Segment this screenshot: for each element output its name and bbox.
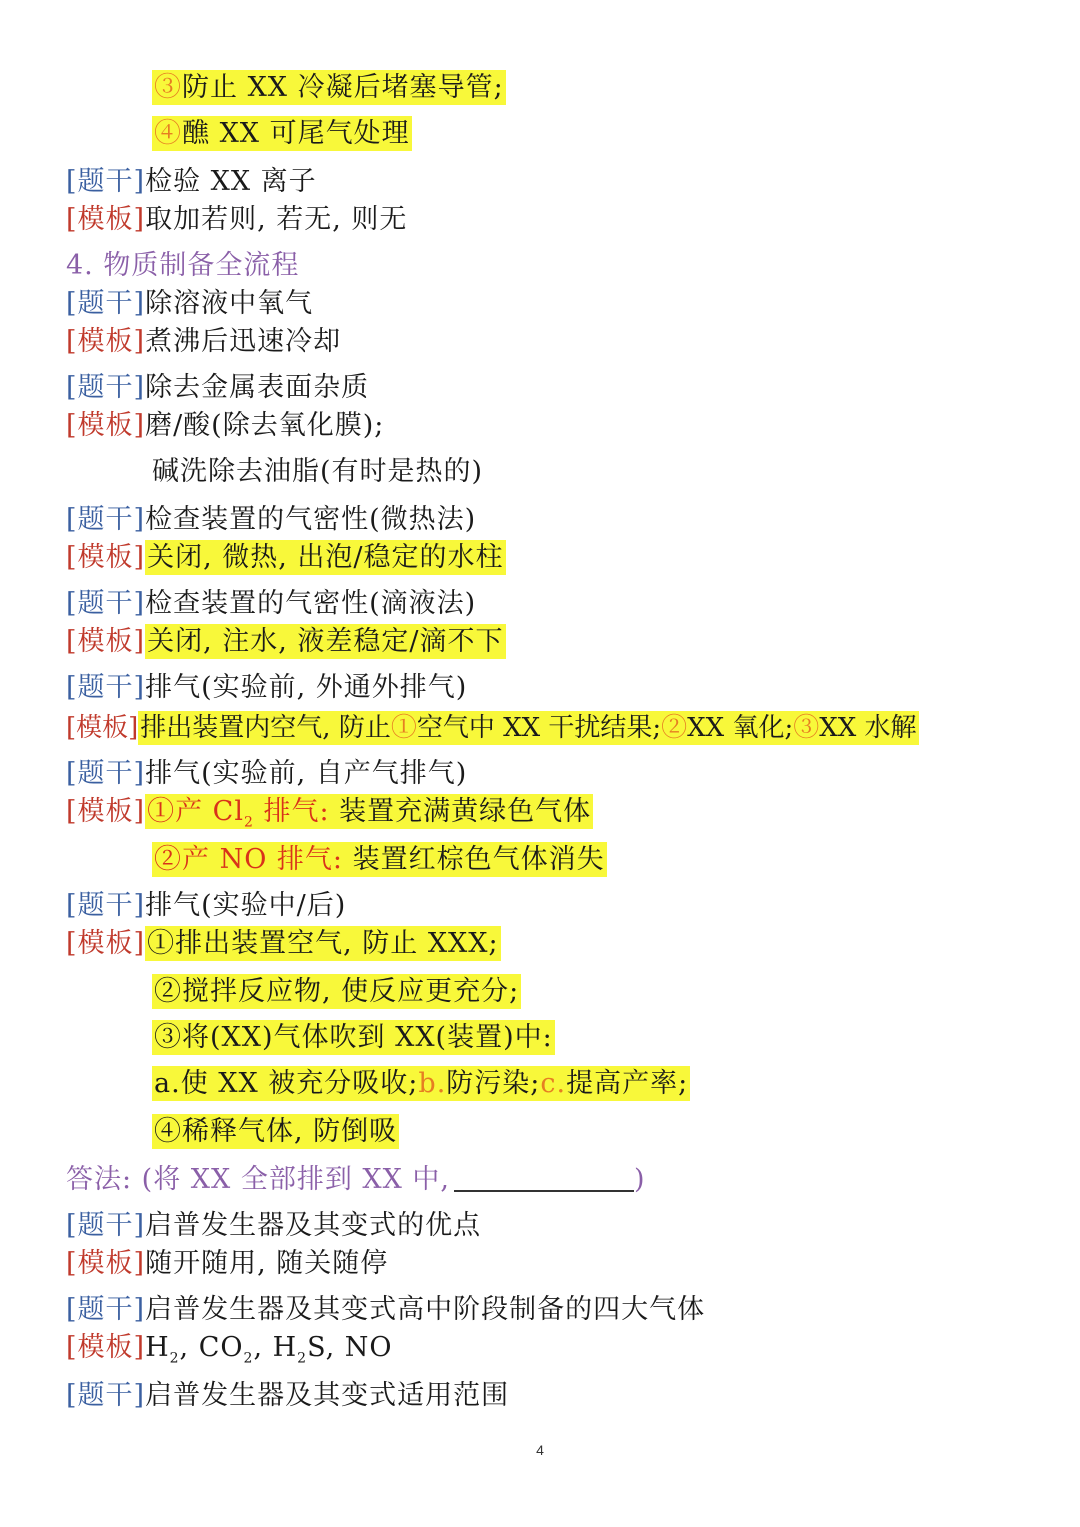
separator: , bbox=[253, 1332, 273, 1363]
question-tag: [题干] bbox=[66, 372, 146, 403]
question-line bbox=[66, 666, 467, 710]
template-line bbox=[66, 620, 506, 664]
formula bbox=[145, 1332, 393, 1367]
page-number: 4 bbox=[536, 1442, 544, 1458]
line-text: 磨/酸(除去氧化膜); bbox=[145, 410, 385, 441]
template-tag: [模板] bbox=[66, 928, 146, 959]
formula-part: H bbox=[145, 1332, 170, 1363]
template-continuation bbox=[152, 1110, 399, 1154]
line-text: 取加若则, 若无, 则无 bbox=[145, 204, 408, 235]
line-text: 检验 XX 离子 bbox=[145, 166, 317, 197]
line-text: 除溶液中氧气 bbox=[145, 288, 314, 319]
question-tag: [题干] bbox=[66, 890, 146, 921]
circled-number: ③ bbox=[793, 713, 820, 743]
answer-line bbox=[152, 66, 506, 110]
section-heading: 4. 物质制备全流程 bbox=[66, 250, 300, 281]
line-text: 启普发生器及其变式高中阶段制备的四大气体 bbox=[145, 1294, 706, 1325]
question-tag: [题干] bbox=[66, 758, 146, 789]
template-line bbox=[66, 198, 407, 242]
template-line bbox=[66, 404, 384, 448]
line-text: 提高产率; bbox=[566, 1068, 689, 1099]
template-tag: [模板] bbox=[66, 1332, 146, 1363]
separator: , bbox=[325, 1332, 345, 1363]
line-text: 防污染; bbox=[446, 1068, 541, 1099]
template-line bbox=[66, 1242, 388, 1286]
line-text: 答法: (将 XX 全部排到 XX 中, bbox=[66, 1164, 451, 1195]
line-text: ②产 NO 排气: bbox=[154, 844, 344, 875]
line-text: 使 XX 被充分吸收; bbox=[180, 1068, 419, 1099]
answer-method-line bbox=[66, 1158, 646, 1202]
subscript: 2 bbox=[169, 1350, 180, 1367]
line-text: 除去金属表面杂质 bbox=[145, 372, 370, 403]
line-text: 随开随用, 随关随停 bbox=[145, 1248, 389, 1279]
circled-number: ③ bbox=[154, 72, 182, 103]
line-text: ) bbox=[634, 1164, 646, 1195]
subscript: 2 bbox=[243, 1350, 254, 1367]
line-text: 空气中 XX 干扰结果; bbox=[416, 713, 662, 743]
line-text: ①排出装置空气, 防止 XXX; bbox=[147, 928, 499, 959]
line-text: ②搅拌反应物, 使反应更充分; bbox=[154, 976, 520, 1007]
question-tag: [题干] bbox=[66, 1294, 146, 1325]
line-text: 排气(实验前, 外通外排气) bbox=[145, 672, 468, 703]
answer-line bbox=[152, 112, 412, 156]
formula-part: CO bbox=[198, 1332, 244, 1363]
line-text: c. bbox=[540, 1068, 567, 1099]
line-text: 排出装置内空气, 防止 bbox=[140, 713, 391, 743]
question-tag: [题干] bbox=[66, 672, 146, 703]
template-tag: [模板] bbox=[66, 326, 146, 357]
template-line bbox=[66, 706, 919, 750]
template-line bbox=[66, 536, 506, 580]
line-text: XX 水解 bbox=[819, 713, 917, 743]
question-tag: [题干] bbox=[66, 166, 146, 197]
template-tag: [模板] bbox=[66, 713, 139, 743]
circled-number: ① bbox=[390, 713, 417, 743]
formula-part: NO bbox=[344, 1332, 393, 1363]
line-text: ①产 Cl bbox=[147, 796, 244, 827]
template-line bbox=[66, 1326, 393, 1370]
line-text: 煮沸后迅速冷却 bbox=[145, 326, 342, 357]
template-tag: [模板] bbox=[66, 1248, 146, 1279]
formula-part: S bbox=[307, 1332, 326, 1363]
line-text: 启普发生器及其变式适用范围 bbox=[145, 1380, 510, 1411]
formula-part: H bbox=[272, 1332, 298, 1363]
line-text: ④稀释气体, 防倒吸 bbox=[154, 1116, 398, 1147]
template-tag: [模板] bbox=[66, 542, 146, 573]
question-tag: [题干] bbox=[66, 1380, 146, 1411]
template-tag: [模板] bbox=[66, 410, 146, 441]
question-tag: [题干] bbox=[66, 504, 146, 535]
line-text: 装置红棕色气体消失 bbox=[352, 844, 605, 875]
subscript: 2 bbox=[243, 814, 254, 831]
line-text: 排气: bbox=[253, 796, 330, 827]
line-text: ③将(XX)气体吹到 XX(装置)中: bbox=[154, 1022, 553, 1053]
template-line bbox=[66, 790, 593, 834]
question-line bbox=[66, 1374, 509, 1418]
template-tag: [模板] bbox=[66, 204, 146, 235]
line-text: 检查装置的气密性(滴液法) bbox=[145, 588, 477, 619]
template-continuation bbox=[152, 970, 521, 1014]
template-tag: [模板] bbox=[66, 796, 146, 827]
question-tag: [题干] bbox=[66, 288, 146, 319]
line-text: 检查装置的气密性(微热法) bbox=[145, 504, 477, 535]
template-continuation bbox=[152, 838, 607, 882]
line-text: 启普发生器及其变式的优点 bbox=[145, 1210, 482, 1241]
line-text: 装置充满黄绿色气体 bbox=[339, 796, 592, 827]
question-tag: [题干] bbox=[66, 588, 146, 619]
circled-number: ④ bbox=[154, 118, 182, 149]
question-tag: [题干] bbox=[66, 1210, 146, 1241]
line-text: 排气(实验中/后) bbox=[145, 890, 347, 921]
template-line bbox=[66, 320, 341, 364]
subscript: 2 bbox=[297, 1350, 308, 1367]
line-text: 醮 XX 可尾气处理 bbox=[182, 118, 410, 149]
circled-number: ② bbox=[661, 713, 688, 743]
line-text: 防止 XX 冷凝后堵塞导管; bbox=[182, 72, 504, 103]
line-text: 排气(实验前, 自产气排气) bbox=[145, 758, 468, 789]
line-text: a. bbox=[154, 1068, 181, 1099]
line-text: 关闭, 注水, 液差稳定/滴不下 bbox=[147, 626, 504, 657]
fill-blank bbox=[454, 1164, 634, 1192]
template-tag: [模板] bbox=[66, 626, 146, 657]
separator: , bbox=[179, 1332, 199, 1363]
line-text: b. bbox=[418, 1068, 447, 1099]
line-text: 关闭, 微热, 出泡/稳定的水柱 bbox=[147, 542, 504, 573]
template-continuation bbox=[152, 1016, 555, 1060]
line-text: XX 氧化; bbox=[687, 713, 794, 743]
template-continuation: 碱洗除去油脂(有时是热的) bbox=[152, 456, 484, 487]
template-continuation bbox=[152, 1062, 690, 1106]
template-line bbox=[66, 922, 501, 966]
